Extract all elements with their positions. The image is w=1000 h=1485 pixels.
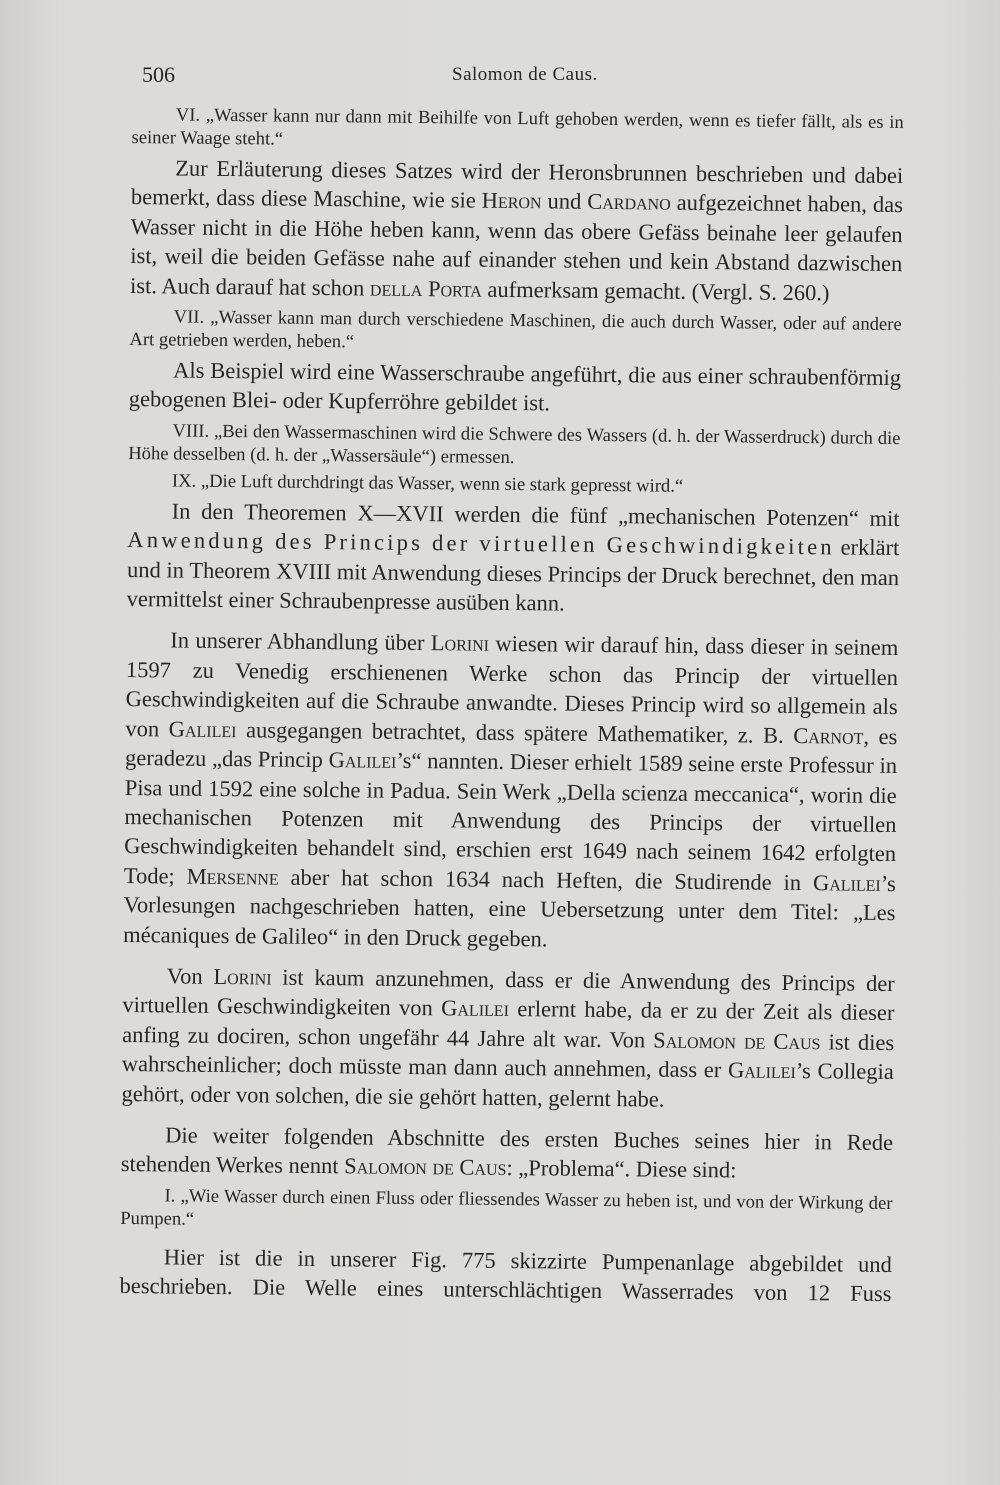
text-span: aufmerksam gemacht. (Vergl. S. 260.) [481, 276, 830, 305]
name-galilei: Galilei [328, 747, 397, 773]
spaced-emphasis: Anwendung des Princips der virtuellen Geschwindigkeiten [127, 527, 835, 560]
running-title: Salomon de Caus. [452, 64, 598, 85]
paragraph-theoreme [127, 496, 900, 622]
name-galilei: Galilei [812, 869, 881, 896]
theorem-viii: VIII. „Bei den Wassermaschinen wird die Schwere des Wassers (d. h. der Wasserdruck) durch die Höhe desselben (d. h. der „Wassersäule“) ermessen. [128, 420, 901, 468]
theorem-vii: VII. „Wasser kann man durch verschiedene Maschinen, die auch durch Wasser, oder auf andere Art getrieben werden, heben.“ [129, 306, 902, 353]
text-span: Die weiter folgenden Abschnitte des ersten Buches seines hier in Rede stehenden Werkes nennt [120, 1122, 894, 1179]
name-salomon-de-caus: Salomon de Caus [653, 1027, 821, 1055]
page-number: 506 [142, 62, 175, 87]
name-heron: Heron [481, 188, 542, 214]
name-cardano: Cardano [587, 189, 671, 216]
name-galilei: Galilei [441, 995, 510, 1022]
text-span: aufgezeichnet haben, das Wasser nicht in die Höhe heben kann, wenn das obere Gefäss beinahe leer gelaufen ist, weil die beiden Gefässe nahe auf einander stehen und kein Abstand dazwischen ist. Auch darauf hat schon [129, 190, 904, 301]
text-span: und [541, 188, 588, 215]
text-span: wiesen wir darauf hin, dass dieser in seinem 1597 zu Venedig erschienenen Werke schon das Princip der virtuellen Geschwindigkeiten auf die Schraube anwandte. Dieses Princip wird so allgemein als von [125, 631, 899, 742]
theorem-vi: VI. „Wasser kann nur dann mit Beihilfe von Luft gehoben werden, wenn es tiefer fällt, als es in seiner Waage steht.“ [131, 104, 904, 150]
text-span: aber hat schon 1634 nach Heften, die Studirende in [278, 864, 814, 895]
name-lorini: Lorini [213, 963, 272, 990]
paragraph-von-lorini [121, 961, 894, 1116]
problem-i: I. „Wie Wasser durch einen Fluss oder fliessendes Wasser zu heben ist, und von der Wirkung der Pumpen.“ [120, 1185, 893, 1230]
text-span: erlernt habe, da er zu der Zeit als dieser anfing zu dociren, schon ungefähr 44 Jahre alt war. Von [122, 996, 895, 1053]
name-della-porta: della Porta [369, 275, 482, 302]
text-span: ’s“ nannten. Dieser erhielt 1589 seine erste Professur in Pisa und 1592 eine solche in Padua. Sein Werk „Della scienza meccanica“, worin die mechanischen Potenzen mit Anwendung des Princips der virtuellen Geschwindigkeiten behandelt sind, erschien erst 1649 nach seinem 1642 erfolgten Tode; [123, 747, 898, 889]
text-span: , es geradezu „das Princip [124, 723, 898, 773]
name-carnot: Carnot [793, 722, 864, 749]
text-span: ausgegangen betrachtet, dass spätere Mathematiker, z. B. [236, 716, 794, 748]
paragraph-heronsbrunnen [130, 153, 903, 308]
body-text [119, 98, 904, 1309]
theorem-ix: IX. „Die Luft durchdringt das Wasser, wenn sie stark gepresst wird.“ [171, 470, 684, 497]
text-span: ’s Collegia gehört, oder von solchen, die sie gehört hatten, gelernt habe. [121, 1058, 894, 1112]
paragraph-lorini [123, 625, 898, 957]
paragraph-problema [121, 1120, 894, 1187]
name-galilei: Galilei [168, 716, 237, 742]
text-span: ist dies wahrscheinlicher; doch müsste man dann auch annehmen, dass er [121, 1029, 895, 1083]
text-span: : „Problema“. Diese sind: [506, 1155, 737, 1183]
text-span: Zur Erläuterung dieses Satzes wird der Heronsbrunnen beschrieben und dabei bemerkt, dass diese Maschine, wie sie [130, 155, 904, 214]
paragraph-pumpenanlage: Hier ist die in unserer Fig. 775 skizzirte Pumpenanlage abgebildet und beschrieben. Die Welle eines unterschlächtigen Wasserrades von 12 Fuss [119, 1244, 892, 1307]
text-span: Von [166, 963, 214, 989]
name-galilei: Galilei [727, 1057, 796, 1084]
running-head [142, 62, 897, 92]
text-span: ist kaum anzunehmen, dass er die Anwendung des Princips der virtuellen Geschwindigkeiten von [122, 964, 895, 1021]
name-mersenne: Mersenne [186, 863, 279, 890]
text-span: erklärt und in Theorem XVIII mit Anwendung dieses Princips der Druck berechnet, den man vermittelst einer Schraubenpresse ausüben kann. [126, 534, 900, 616]
name-salomon-de-caus: Salomon de Caus [344, 1153, 507, 1181]
text-span: ’s Vorlesungen nachgeschrieben hatten, eine Uebersetzung unter dem Titel: „Les mécaniques de Galileo“ in den Druck gegeben. [123, 870, 896, 951]
text-span: In den Theoremen X—XVII werden die fünf „mechanischen Potenzen“ mit [171, 498, 900, 531]
paragraph-wasserschraube: Als Beispiel wird eine Wasserschraube angeführt, die aus einer schraubenförmig gebogenen Blei- oder Kupferröhre gebildet ist. [128, 357, 902, 416]
text-span: In unserer Abhandlung über [170, 627, 432, 656]
name-lorini: Lorini [430, 630, 490, 657]
